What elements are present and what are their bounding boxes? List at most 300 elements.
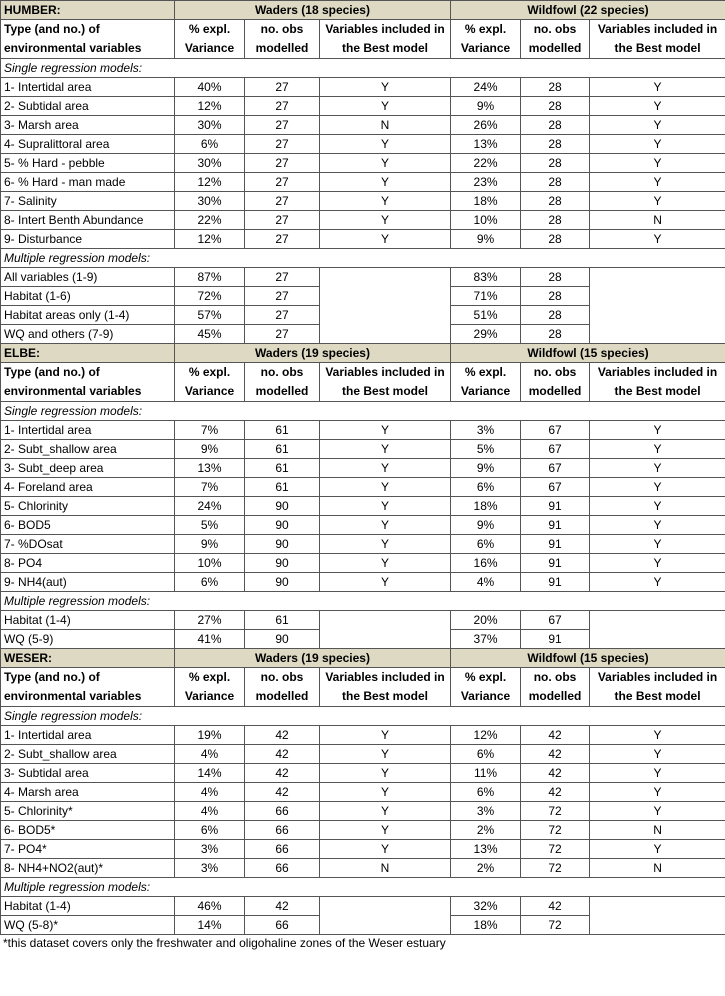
table-row <box>1 573 725 592</box>
table-cell: Y <box>590 135 725 154</box>
table-cell: Y <box>320 154 451 173</box>
table-row <box>1 535 725 554</box>
wildfowl-nobs-header: no. obs modelled <box>521 20 590 59</box>
table-cell: Y <box>320 745 451 764</box>
waders-nobs-header: no. obs modelled <box>245 363 320 402</box>
table-cell: 6% <box>451 478 521 497</box>
type-column-header: Type (and no.) of environmental variables <box>1 363 175 402</box>
waders-group-header: Waders (19 species) <box>175 344 451 363</box>
table-cell: Y <box>320 516 451 535</box>
table-cell: 90 <box>245 535 320 554</box>
table-cell: 28 <box>521 97 590 116</box>
estuary-name: HUMBER: <box>1 1 175 20</box>
variable-name: 1- Intertidal area <box>1 78 175 97</box>
table-cell: Y <box>590 802 725 821</box>
variable-name: 8- PO4 <box>1 554 175 573</box>
table-cell: Y <box>320 97 451 116</box>
table-cell: 46% <box>175 897 245 916</box>
variable-name: 4- Foreland area <box>1 478 175 497</box>
waders-pct-header: % expl. Variance <box>175 668 245 707</box>
wildfowl-vars-header: Variables included in the Best model <box>590 668 725 707</box>
table-row <box>1 230 725 249</box>
variable-name: 5- % Hard - pebble <box>1 154 175 173</box>
table-cell: Y <box>320 192 451 211</box>
table-cell: 27 <box>245 116 320 135</box>
table-cell: 67 <box>521 440 590 459</box>
section-label-row <box>1 592 725 611</box>
table-cell: 24% <box>175 497 245 516</box>
wildfowl-group-header: Wildfowl (15 species) <box>451 649 725 668</box>
table-row <box>1 135 725 154</box>
multiple-models-label: Multiple regression models: <box>1 878 725 897</box>
waders-group-header: Waders (18 species) <box>175 1 451 20</box>
table-cell: 6% <box>175 135 245 154</box>
table-cell: 28 <box>521 116 590 135</box>
variable-name: 3- Subt_deep area <box>1 459 175 478</box>
table-cell: 42 <box>245 764 320 783</box>
table-cell: 61 <box>245 440 320 459</box>
single-models-label: Single regression models: <box>1 59 725 78</box>
table-cell: Y <box>320 478 451 497</box>
table-cell: 12% <box>175 173 245 192</box>
table-row <box>1 211 725 230</box>
table-cell: Y <box>590 230 725 249</box>
table-cell: 91 <box>521 630 590 649</box>
table-cell: Y <box>590 459 725 478</box>
table-cell: 30% <box>175 192 245 211</box>
table-cell: 13% <box>451 840 521 859</box>
table-cell: 72 <box>521 802 590 821</box>
table-cell: 28 <box>521 192 590 211</box>
table-cell: 3% <box>175 840 245 859</box>
table-row <box>1 116 725 135</box>
table-cell: 5% <box>175 516 245 535</box>
table-cell: 6% <box>175 821 245 840</box>
table-cell: 5% <box>451 440 521 459</box>
table-cell: 3% <box>451 421 521 440</box>
variable-name: 1- Intertidal area <box>1 421 175 440</box>
table-cell: 90 <box>245 630 320 649</box>
variable-name: 5- Chlorinity* <box>1 802 175 821</box>
table-row <box>1 897 725 916</box>
table-cell: 18% <box>451 192 521 211</box>
variable-name: 7- %DOsat <box>1 535 175 554</box>
table-cell: 10% <box>451 211 521 230</box>
table-cell: 29% <box>451 325 521 344</box>
table-cell: 37% <box>451 630 521 649</box>
table-cell: 27 <box>245 78 320 97</box>
single-models-label: Single regression models: <box>1 707 725 726</box>
table-cell: Y <box>590 516 725 535</box>
table-cell: 3% <box>175 859 245 878</box>
table-row <box>1 821 725 840</box>
variable-name: 7- Salinity <box>1 192 175 211</box>
table-row <box>1 554 725 573</box>
table-cell: 66 <box>245 859 320 878</box>
table-row <box>1 802 725 821</box>
table-cell: 11% <box>451 764 521 783</box>
variable-name: 7- PO4* <box>1 840 175 859</box>
multiple-models-label: Multiple regression models: <box>1 249 725 268</box>
table-cell: Y <box>320 440 451 459</box>
table-cell: 4% <box>175 783 245 802</box>
table-cell: 6% <box>451 745 521 764</box>
model-name: WQ and others (7-9) <box>1 325 175 344</box>
variable-name: 2- Subtidal area <box>1 97 175 116</box>
table-cell: Y <box>590 478 725 497</box>
table-cell: 61 <box>245 459 320 478</box>
table-cell: 14% <box>175 916 245 935</box>
table-cell: 30% <box>175 116 245 135</box>
column-header-row <box>1 20 725 59</box>
table-cell: 40% <box>175 78 245 97</box>
table-cell: Y <box>320 840 451 859</box>
table-cell: 27 <box>245 192 320 211</box>
wildfowl-vars-header: Variables included in the Best model <box>590 363 725 402</box>
table-cell: 4% <box>175 802 245 821</box>
variable-name: 2- Subt_shallow area <box>1 440 175 459</box>
table-cell: 28 <box>521 154 590 173</box>
table-cell: 66 <box>245 802 320 821</box>
table-cell: Y <box>320 535 451 554</box>
model-name: WQ (5-8)* <box>1 916 175 935</box>
table-row <box>1 78 725 97</box>
table-cell: 30% <box>175 154 245 173</box>
model-name: Habitat (1-6) <box>1 287 175 306</box>
waders-vars-header: Variables included in the Best model <box>320 363 451 402</box>
table-cell: Y <box>590 573 725 592</box>
table-cell: 42 <box>521 745 590 764</box>
table-cell: Y <box>320 421 451 440</box>
table-cell: 42 <box>245 726 320 745</box>
section-label-row <box>1 402 725 421</box>
table-cell: 72 <box>521 840 590 859</box>
table-cell: N <box>320 859 451 878</box>
table-cell: N <box>590 821 725 840</box>
table-cell: 61 <box>245 421 320 440</box>
table-cell: 90 <box>245 516 320 535</box>
table-cell: 22% <box>451 154 521 173</box>
section-label-row <box>1 878 725 897</box>
table-cell: Y <box>320 554 451 573</box>
table-cell: Y <box>320 211 451 230</box>
model-name: WQ (5-9) <box>1 630 175 649</box>
table-cell: 87% <box>175 268 245 287</box>
table-cell: N <box>590 859 725 878</box>
table-cell: 28 <box>521 306 590 325</box>
table-cell: 18% <box>451 497 521 516</box>
wildfowl-pct-header: % expl. Variance <box>451 363 521 402</box>
table-cell: Y <box>590 554 725 573</box>
footnote: *this dataset covers only the freshwater and oligohaline zones of the Weser estuary <box>3 936 446 950</box>
variable-name: 9- NH4(aut) <box>1 573 175 592</box>
table-cell: 22% <box>175 211 245 230</box>
table-cell: Y <box>590 116 725 135</box>
table-cell: 27 <box>245 97 320 116</box>
table-row <box>1 611 725 630</box>
table-row <box>1 478 725 497</box>
table-cell: 27% <box>175 611 245 630</box>
empty-cell <box>590 268 725 344</box>
table-cell: Y <box>590 173 725 192</box>
empty-cell <box>320 268 451 344</box>
model-name: Habitat (1-4) <box>1 897 175 916</box>
table-cell: 18% <box>451 916 521 935</box>
waders-group-header: Waders (19 species) <box>175 649 451 668</box>
table-cell: 24% <box>451 78 521 97</box>
table-cell: 66 <box>245 821 320 840</box>
table-cell: Y <box>590 78 725 97</box>
variable-name: 4- Supralittoral area <box>1 135 175 154</box>
waders-pct-header: % expl. Variance <box>175 20 245 59</box>
table-cell: 6% <box>451 783 521 802</box>
estuary-title-row <box>1 344 725 363</box>
variable-name: 4- Marsh area <box>1 783 175 802</box>
table-cell: Y <box>320 573 451 592</box>
table-cell: 27 <box>245 306 320 325</box>
table-cell: Y <box>320 78 451 97</box>
table-cell: 27 <box>245 173 320 192</box>
table-cell: 42 <box>521 783 590 802</box>
table-cell: Y <box>320 497 451 516</box>
table-cell: 57% <box>175 306 245 325</box>
table-cell: 19% <box>175 726 245 745</box>
table-cell: Y <box>590 745 725 764</box>
table-row <box>1 497 725 516</box>
table-cell: 27 <box>245 230 320 249</box>
table-cell: 67 <box>521 459 590 478</box>
waders-vars-header: Variables included in the Best model <box>320 20 451 59</box>
table-cell: 14% <box>175 764 245 783</box>
table-cell: 9% <box>451 459 521 478</box>
table-row <box>1 173 725 192</box>
table-cell: 27 <box>245 268 320 287</box>
waders-pct-header: % expl. Variance <box>175 363 245 402</box>
table-row <box>1 97 725 116</box>
table-cell: 42 <box>245 897 320 916</box>
table-cell: 66 <box>245 916 320 935</box>
table-cell: 6% <box>451 535 521 554</box>
table-cell: Y <box>320 802 451 821</box>
table-row <box>1 726 725 745</box>
table-cell: Y <box>320 230 451 249</box>
table-cell: Y <box>320 821 451 840</box>
table-cell: 28 <box>521 268 590 287</box>
table-cell: 9% <box>175 440 245 459</box>
variable-name: 8- Intert Benth Abundance <box>1 211 175 230</box>
table-cell: Y <box>590 764 725 783</box>
waders-vars-header: Variables included in the Best model <box>320 668 451 707</box>
variable-name: 6- % Hard - man made <box>1 173 175 192</box>
empty-cell <box>320 611 451 649</box>
column-header-row <box>1 668 725 707</box>
table-cell: 61 <box>245 611 320 630</box>
table-cell: 71% <box>451 287 521 306</box>
variable-name: 3- Marsh area <box>1 116 175 135</box>
table-cell: 61 <box>245 478 320 497</box>
table-cell: 28 <box>521 325 590 344</box>
table-cell: 9% <box>451 230 521 249</box>
table-cell: 28 <box>521 173 590 192</box>
table-cell: Y <box>590 783 725 802</box>
table-cell: 90 <box>245 497 320 516</box>
table-cell: 12% <box>175 230 245 249</box>
wildfowl-vars-header: Variables included in the Best model <box>590 20 725 59</box>
table-row <box>1 440 725 459</box>
single-models-label: Single regression models: <box>1 402 725 421</box>
table-cell: Y <box>590 497 725 516</box>
multiple-models-label: Multiple regression models: <box>1 592 725 611</box>
table-cell: 91 <box>521 554 590 573</box>
estuary-name: WESER: <box>1 649 175 668</box>
table-row <box>1 516 725 535</box>
table-cell: 91 <box>521 535 590 554</box>
table-cell: Y <box>320 173 451 192</box>
table-cell: 72% <box>175 287 245 306</box>
table-cell: 42 <box>245 745 320 764</box>
table-cell: 3% <box>451 802 521 821</box>
table-cell: 27 <box>245 325 320 344</box>
table-row <box>1 459 725 478</box>
table-cell: 13% <box>175 459 245 478</box>
table-cell: Y <box>320 764 451 783</box>
wildfowl-nobs-header: no. obs modelled <box>521 668 590 707</box>
table-cell: 83% <box>451 268 521 287</box>
variable-name: 6- BOD5* <box>1 821 175 840</box>
type-column-header: Type (and no.) of environmental variables <box>1 20 175 59</box>
table-cell: 12% <box>175 97 245 116</box>
table-cell: 72 <box>521 821 590 840</box>
table-cell: 67 <box>521 478 590 497</box>
variable-name: 5- Chlorinity <box>1 497 175 516</box>
table-cell: N <box>320 116 451 135</box>
variable-name: 3- Subtidal area <box>1 764 175 783</box>
table-cell: 12% <box>451 726 521 745</box>
table-cell: Y <box>590 535 725 554</box>
table-cell: 28 <box>521 230 590 249</box>
table-row <box>1 192 725 211</box>
table-cell: 42 <box>521 897 590 916</box>
table-cell: 51% <box>451 306 521 325</box>
table-cell: Y <box>590 154 725 173</box>
empty-cell <box>590 611 725 649</box>
table-cell: Y <box>590 840 725 859</box>
table-cell: 9% <box>451 97 521 116</box>
table-row <box>1 783 725 802</box>
variable-name: 9- Disturbance <box>1 230 175 249</box>
table-cell: Y <box>590 192 725 211</box>
table-cell: 4% <box>451 573 521 592</box>
estuary-title-row <box>1 649 725 668</box>
table-row <box>1 421 725 440</box>
table-cell: Y <box>320 726 451 745</box>
table-cell: 72 <box>521 916 590 935</box>
table-cell: 42 <box>245 783 320 802</box>
section-label-row <box>1 707 725 726</box>
table-cell: 42 <box>521 726 590 745</box>
table-cell: 67 <box>521 421 590 440</box>
table-cell: 45% <box>175 325 245 344</box>
table-cell: 7% <box>175 478 245 497</box>
model-name: All variables (1-9) <box>1 268 175 287</box>
variable-name: 1- Intertidal area <box>1 726 175 745</box>
table-cell: 27 <box>245 154 320 173</box>
table-cell: N <box>590 211 725 230</box>
wildfowl-group-header: Wildfowl (15 species) <box>451 344 725 363</box>
estuary-title-row <box>1 1 725 20</box>
variable-name: 6- BOD5 <box>1 516 175 535</box>
table-cell: 66 <box>245 840 320 859</box>
table-cell: 27 <box>245 287 320 306</box>
table-cell: 9% <box>175 535 245 554</box>
table-cell: Y <box>590 97 725 116</box>
waders-nobs-header: no. obs modelled <box>245 668 320 707</box>
table-cell: 72 <box>521 859 590 878</box>
table-row <box>1 154 725 173</box>
table-cell: 91 <box>521 573 590 592</box>
table-row <box>1 764 725 783</box>
column-header-row <box>1 363 725 402</box>
table-cell: Y <box>590 440 725 459</box>
waders-nobs-header: no. obs modelled <box>245 20 320 59</box>
empty-cell <box>590 897 725 935</box>
empty-cell <box>320 897 451 935</box>
model-name: Habitat areas only (1-4) <box>1 306 175 325</box>
table-cell: 2% <box>451 859 521 878</box>
table-cell: 90 <box>245 573 320 592</box>
type-column-header: Type (and no.) of environmental variables <box>1 668 175 707</box>
table-cell: 7% <box>175 421 245 440</box>
table-row <box>1 745 725 764</box>
wildfowl-nobs-header: no. obs modelled <box>521 363 590 402</box>
variable-name: 8- NH4+NO2(aut)* <box>1 859 175 878</box>
table-cell: 90 <box>245 554 320 573</box>
table-cell: 41% <box>175 630 245 649</box>
table-cell: 10% <box>175 554 245 573</box>
table-row <box>1 268 725 287</box>
table-cell: 16% <box>451 554 521 573</box>
section-label-row <box>1 249 725 268</box>
wildfowl-group-header: Wildfowl (22 species) <box>451 1 725 20</box>
table-cell: 23% <box>451 173 521 192</box>
table-cell: 42 <box>521 764 590 783</box>
table-cell: 13% <box>451 135 521 154</box>
table-cell: Y <box>590 726 725 745</box>
table-cell: Y <box>590 421 725 440</box>
table-cell: 28 <box>521 211 590 230</box>
table-row <box>1 840 725 859</box>
variable-name: 2- Subt_shallow area <box>1 745 175 764</box>
section-label-row <box>1 59 725 78</box>
table-cell: Y <box>320 783 451 802</box>
table-cell: 2% <box>451 821 521 840</box>
table-cell: 6% <box>175 573 245 592</box>
table-cell: 27 <box>245 211 320 230</box>
table-cell: Y <box>320 135 451 154</box>
wildfowl-pct-header: % expl. Variance <box>451 20 521 59</box>
table-cell: 20% <box>451 611 521 630</box>
table-cell: 91 <box>521 497 590 516</box>
model-name: Habitat (1-4) <box>1 611 175 630</box>
table-cell: Y <box>320 459 451 478</box>
table-cell: 26% <box>451 116 521 135</box>
table-cell: 28 <box>521 287 590 306</box>
table-cell: 4% <box>175 745 245 764</box>
estuary-name: ELBE: <box>1 344 175 363</box>
wildfowl-pct-header: % expl. Variance <box>451 668 521 707</box>
table-cell: 91 <box>521 516 590 535</box>
table-cell: 28 <box>521 78 590 97</box>
